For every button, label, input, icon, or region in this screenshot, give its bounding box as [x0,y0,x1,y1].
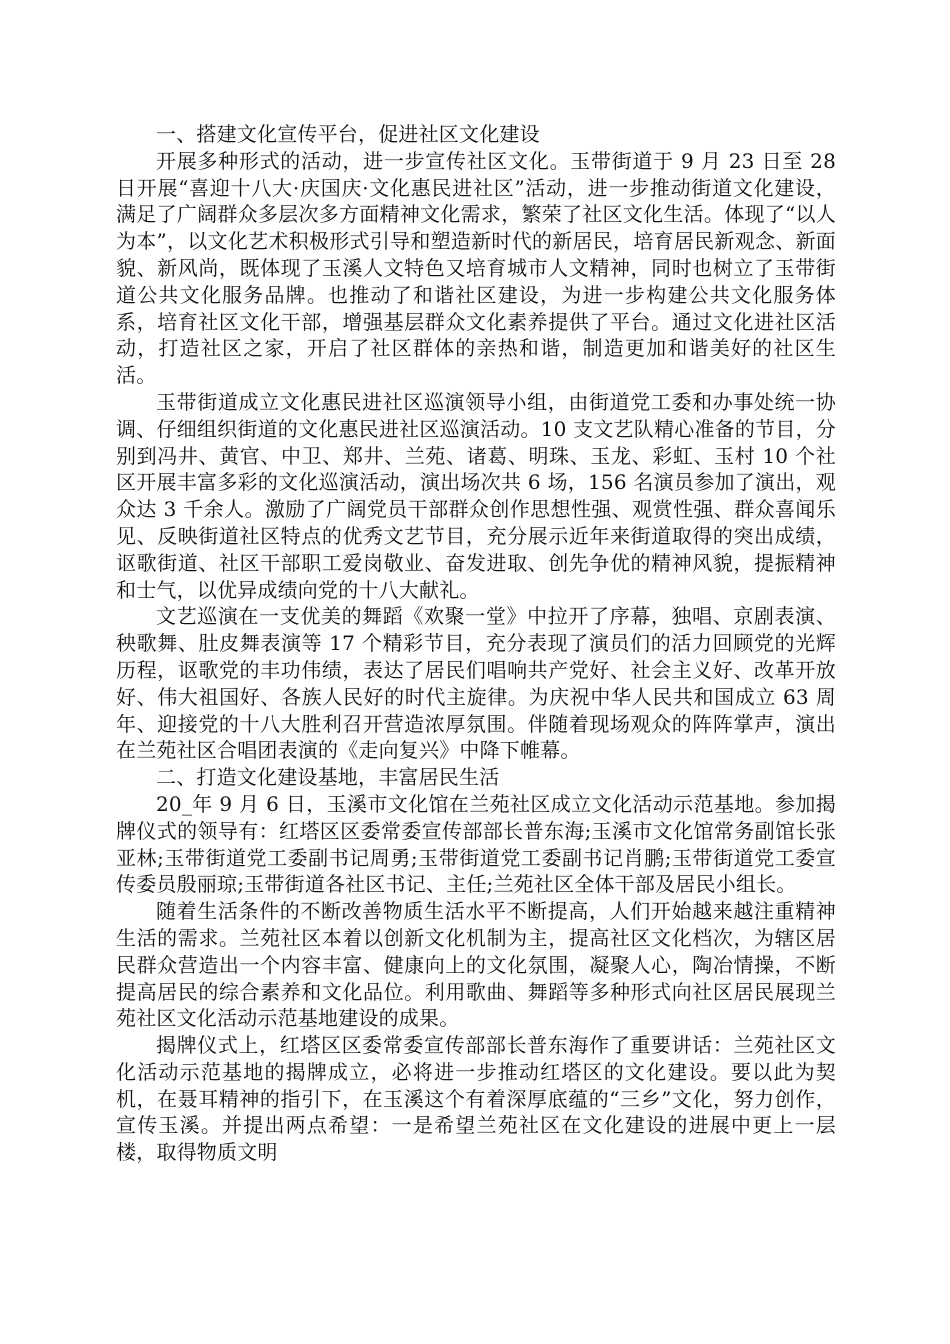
paragraph-3: 文艺巡演在一支优美的舞蹈《欢聚一堂》中拉开了序幕，独唱、京剧表演、秧歌舞、肚皮舞表演等 17 个精彩节目，充分表现了演员们的活力回顾党的光辉历程，讴歌党的丰功伟绩，表达了居民们唱响共产党好、社会主义好、改革开放好、伟大祖国好、各族人民好的时代主旋律。为庆祝中华人民共和国成立 63 周年、迎接党的十八大胜利召开营造浓厚氛围。伴随着现场观众的阵阵掌声，演出在兰苑社区合唱团表演的《走向复兴》中降下帷幕。 [116,604,836,763]
paragraph-1: 开展多种形式的活动，进一步宣传社区文化。玉带街道于 9 月 23 日至 28 日开展“喜迎十八大·庆国庆·文化惠民进社区”活动，进一步推动街道文化建设，满足了广阔群众多层次多方面精神文化需求，繁荣了社区文化生活。体现了“以人为本”，以文化艺术积极形式引导和塑造新时代的新居民，培育居民新观念、新面貌、新风尚，既体现了玉溪人文特色又培育城市人文精神，同时也树立了玉带街道公共文化服务品牌。也推动了和谐社区建设，为进一步构建公共文化服务体系，培育社区文化干部，增强基层群众文化素养提供了平台。通过文化进社区活动，打造社区之家，开启了社区群体的亲热和谐，制造更加和谐美好的社区生活。 [116,148,836,388]
paragraph-2: 玉带街道成立文化惠民进社区巡演领导小组，由街道党工委和办事处统一协调、仔细组织街道的文化惠民进社区巡演活动。10 支文艺队精心准备的节目，分别到冯井、黄官、中卫、郑井、兰苑、诸葛、明珠、玉龙、彩虹、玉村 10 个社区开展丰富多彩的文化巡演活动，演出场次共 6 场，156 名演员参加了演出，观众达 3 千余人。激励了广阔党员干部群众创作思想性强、观赏性强、群众喜闻乐见、反映街道社区特点的优秀文艺节目，充分展示近年来街道取得的突出成绩，讴歌街道、社区干部职工爱岗敬业、奋发进取、创先争优的精神风貌，提振精神和士气，以优异成绩向党的十八大献礼。 [116,389,836,602]
section-heading-1: 一、搭建文化宣传平台，促进社区文化建设 [156,122,540,146]
paragraph-6: 揭牌仪式上，红塔区区委常委宣传部部长普东海作了重要讲话：兰苑社区文化活动示范基地的揭牌成立，必将进一步推动红塔区的文化建设。要以此为契机，在聂耳精神的指引下，在玉溪这个有着深厚底蕴的“三乡”文化，努力创作，宣传玉溪。并提出两点希望：一是希望兰苑社区在文化建设的进展中更上一层楼，取得物质文明 [116,1033,836,1165]
paragraph-4: 20_年 9 月 6 日，玉溪市文化馆在兰苑社区成立文化活动示范基地。参加揭牌仪式的领导有：红塔区区委常委宣传部部长普东海;玉溪市文化馆常务副馆长张亚林;玉带街道党工委副书记周勇;玉带街道党工委副书记肖鹏;玉带街道党工委宣传委员殷丽琼;玉带街道各社区书记、主任;兰苑社区全体干部及居民小组长。 [116,791,836,897]
document-page [116,121,836,1166]
paragraph-5: 随着生活条件的不断改善物质生活水平不断提高，人们开始越来越注重精神生活的需求。兰苑社区本着以创新文化机制为主，提高社区文化档次，为辖区居民群众营造出一个内容丰富、健康向上的文化氛围，凝聚人心，陶冶情操，不断提高居民的综合素养和文化品位。利用歌曲、舞蹈等多种形式向社区居民展现兰苑社区文化活动示范基地建设的成果。 [116,899,836,1031]
section-heading-2: 二、打造文化建设基地，丰富居民生活 [156,765,500,790]
